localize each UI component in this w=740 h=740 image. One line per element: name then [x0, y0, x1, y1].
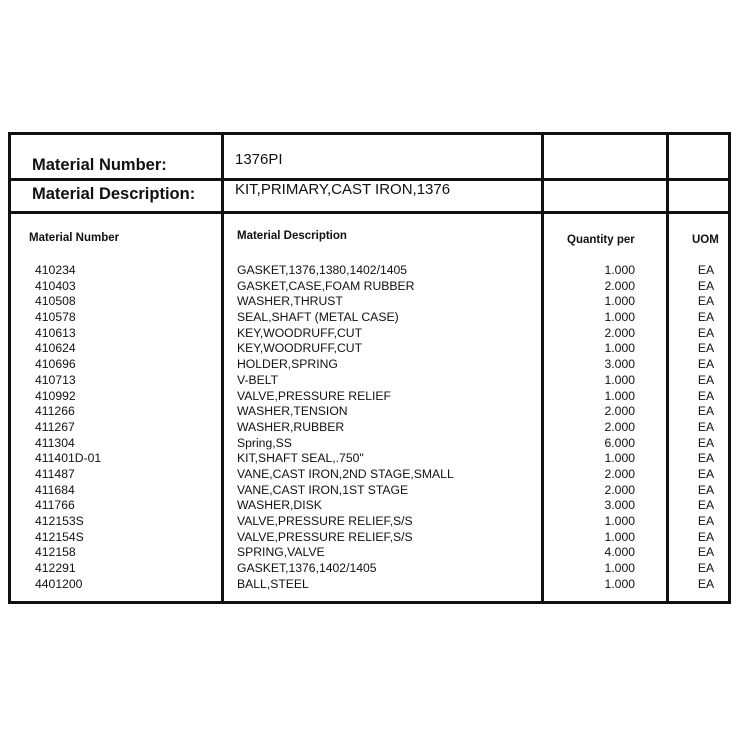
part-description-cell: GASKET,1376,1402/1405	[237, 561, 377, 576]
quantity-cell: 2.000	[604, 325, 635, 340]
part-number-cell: 412154S	[35, 529, 84, 544]
table-row	[11, 357, 728, 373]
quantity-cell: 3.000	[604, 357, 635, 372]
part-description-cell: HOLDER,SPRING	[237, 357, 338, 372]
quantity-cell: 1.000	[604, 529, 635, 544]
part-description-cell: V-BELT	[237, 372, 279, 387]
part-number-cell: 411304	[35, 435, 75, 450]
part-description-cell: BALL,STEEL	[237, 576, 309, 591]
table-row	[11, 310, 728, 326]
table-row	[11, 436, 728, 452]
part-description-cell: VALVE,PRESSURE RELIEF	[237, 388, 391, 403]
table-row	[11, 498, 728, 514]
table-row	[11, 483, 728, 499]
table-row	[11, 451, 728, 467]
quantity-cell: 2.000	[604, 482, 635, 497]
table-row	[11, 514, 728, 530]
part-description-cell: KIT,SHAFT SEAL,.750"	[237, 451, 364, 466]
table-row	[11, 467, 728, 483]
part-number-cell: 410992	[35, 388, 76, 403]
part-number-cell: 411266	[35, 404, 75, 419]
part-number-cell: 410696	[35, 357, 76, 372]
quantity-cell: 1.000	[604, 263, 635, 277]
uom-cell: EA	[697, 498, 715, 513]
uom-cell: EA	[697, 514, 715, 528]
material-description-value: KIT,PRIMARY,CAST IRON,1376	[235, 181, 451, 198]
uom-cell: EA	[697, 310, 715, 325]
quantity-cell: 1.000	[604, 514, 635, 528]
part-number-cell: 412158	[35, 545, 76, 560]
uom-cell: EA	[697, 388, 715, 403]
part-description-cell: VANE,CAST IRON,2ND STAGE,SMALL	[237, 466, 454, 481]
part-number-cell: 410234	[35, 263, 76, 277]
quantity-cell: 4.000	[604, 545, 635, 560]
quantity-cell: 2.000	[604, 466, 635, 481]
column-header-material-number: Material Number	[29, 232, 120, 244]
quantity-cell: 1.000	[604, 576, 635, 591]
part-description-cell: VALVE,PRESSURE RELIEF,S/S	[237, 514, 413, 528]
quantity-cell: 1.000	[604, 294, 635, 309]
material-number-label: Material Number:	[32, 156, 167, 174]
uom-cell: EA	[697, 341, 715, 356]
uom-cell: EA	[697, 278, 715, 293]
description-divider	[11, 211, 728, 214]
part-description-cell: Spring,SS	[237, 435, 292, 450]
table-row	[11, 373, 728, 389]
table-row	[11, 279, 728, 295]
part-description-cell: WASHER,RUBBER	[237, 419, 345, 434]
material-number-value: 1376PI	[235, 151, 283, 168]
table-row	[11, 577, 728, 593]
quantity-cell: 3.000	[604, 498, 635, 513]
part-number-cell: 410403	[35, 278, 76, 293]
quantity-cell: 1.000	[604, 372, 635, 387]
column-header-material-description: Material Description	[237, 230, 347, 242]
part-description-cell: VALVE,PRESSURE RELIEF,S/S	[237, 529, 413, 544]
quantity-cell: 2.000	[604, 419, 635, 434]
uom-cell: EA	[697, 529, 715, 544]
table-row	[11, 294, 728, 310]
table-row	[11, 561, 728, 577]
part-number-cell: 410713	[35, 372, 76, 387]
table-row	[11, 545, 728, 561]
table-row	[11, 389, 728, 405]
part-number-cell: 411401D-01	[35, 451, 102, 466]
part-number-cell: 412153S	[35, 514, 84, 528]
uom-cell: EA	[697, 294, 715, 309]
uom-cell: EA	[697, 435, 715, 450]
part-number-cell: 412291	[35, 561, 76, 576]
uom-cell: EA	[697, 419, 715, 434]
uom-cell: EA	[697, 545, 715, 560]
part-number-cell: 411487	[35, 466, 75, 481]
quantity-cell: 6.000	[604, 435, 635, 450]
part-description-cell: GASKET,CASE,FOAM RUBBER	[237, 278, 415, 293]
uom-cell: EA	[697, 372, 715, 387]
part-description-cell: KEY,WOODRUFF,CUT	[237, 325, 363, 340]
uom-cell: EA	[697, 451, 715, 466]
column-header-uom: UOM	[692, 234, 719, 246]
quantity-cell: 1.000	[604, 388, 635, 403]
part-number-cell: 411267	[35, 419, 75, 434]
uom-cell: EA	[697, 482, 715, 497]
table-row	[11, 404, 728, 420]
part-number-cell: 410578	[35, 310, 76, 325]
part-description-cell: SEAL,SHAFT (METAL CASE)	[237, 310, 399, 325]
quantity-cell: 2.000	[604, 278, 635, 293]
uom-cell: EA	[697, 404, 715, 419]
part-number-cell: 411766	[35, 498, 75, 513]
material-description-label: Material Description:	[32, 185, 196, 203]
uom-cell: EA	[697, 325, 715, 340]
quantity-cell: 2.000	[604, 404, 635, 419]
part-number-cell: 410613	[35, 325, 76, 340]
uom-cell: EA	[697, 357, 715, 372]
part-description-cell: WASHER,TENSION	[237, 404, 348, 419]
part-description-cell: WASHER,THRUST	[237, 294, 343, 309]
part-number-cell: 410508	[35, 294, 76, 309]
uom-cell: EA	[697, 576, 715, 591]
part-description-cell: KEY,WOODRUFF,CUT	[237, 341, 363, 356]
quantity-cell: 1.000	[604, 561, 635, 576]
part-description-cell: VANE,CAST IRON,1ST STAGE	[237, 482, 409, 497]
parts-list-table	[8, 132, 731, 604]
uom-cell: EA	[697, 466, 715, 481]
part-number-cell: 410624	[35, 341, 76, 356]
quantity-cell: 1.000	[604, 341, 635, 356]
part-description-cell: SPRING,VALVE	[237, 545, 325, 560]
table-row	[11, 326, 728, 342]
table-row	[11, 530, 728, 546]
parts-rows	[11, 263, 728, 592]
table-row	[11, 263, 728, 279]
quantity-cell: 1.000	[604, 310, 635, 325]
column-header-quantity-per: Quantity per	[567, 234, 635, 246]
part-description-cell: WASHER,DISK	[237, 498, 322, 513]
table-row	[11, 341, 728, 357]
part-number-cell: 4401200	[35, 576, 83, 591]
quantity-cell: 1.000	[604, 451, 635, 466]
part-number-cell: 411684	[35, 482, 75, 497]
table-row	[11, 420, 728, 436]
uom-cell: EA	[697, 561, 715, 576]
uom-cell: EA	[697, 263, 715, 277]
part-description-cell: GASKET,1376,1380,1402/1405	[237, 263, 408, 277]
